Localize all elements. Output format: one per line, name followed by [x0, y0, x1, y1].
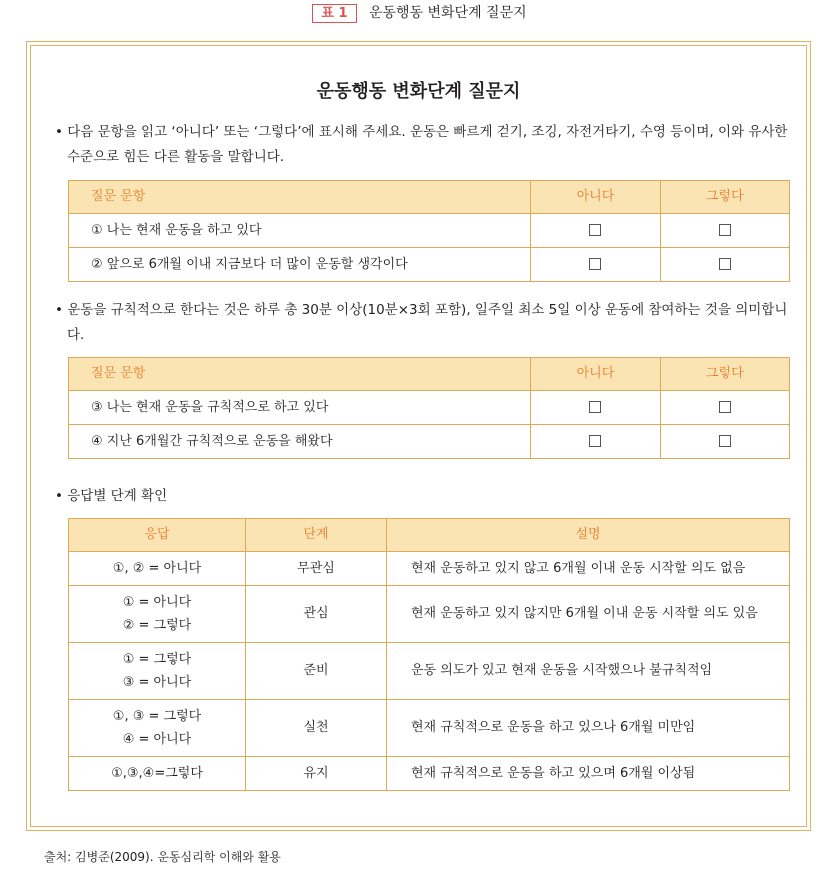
intro-paragraph-1: • 다음 문항을 읽고 ‘아니다’ 또는 ‘그렇다’에 표시해 주세요. 운동은 빠르게 걷기, 조깅, 자전거타기, 수영 등이며, 이와 유사한 수준으로 힘든 다른 활동을 말합니다. [55, 124, 788, 165]
table-row [69, 757, 790, 791]
table-number-tag: 표 1 [312, 4, 356, 23]
header-yes: 그렇다 [660, 181, 789, 214]
stage-cell: 유지 [246, 757, 387, 791]
header-description: 설명 [387, 519, 790, 552]
table-row [69, 586, 790, 643]
description-cell: 현재 규칙적으로 운동을 하고 있으나 6개월 미만임 [387, 700, 790, 757]
stage-cell: 실천 [246, 700, 387, 757]
table-row [69, 643, 790, 700]
q1-no-checkbox[interactable] [589, 224, 601, 236]
stage-cell: 준비 [246, 643, 387, 700]
q4-yes-checkbox[interactable] [719, 435, 731, 447]
response-cell: ①, ② = 아니다 [69, 552, 246, 586]
question-table-2 [68, 357, 790, 459]
table-header-row [69, 181, 790, 214]
intro-paragraph-3: • 응답별 단계 확인 [55, 488, 168, 504]
question-1: ① 나는 현재 운동을 하고 있다 [69, 214, 531, 248]
response-cell: ① = 아니다 ② = 그렇다 [69, 586, 246, 643]
header-response: 응답 [69, 519, 246, 552]
table-row [69, 248, 790, 282]
stage-cell: 무관심 [246, 552, 387, 586]
table-row [69, 425, 790, 459]
response-cell: ① = 그렇다 ③ = 아니다 [69, 643, 246, 700]
description-cell: 현재 운동하고 있지 않지만 6개월 이내 운동 시작할 의도 있음 [387, 586, 790, 643]
header-stage: 단계 [246, 519, 387, 552]
table-row [69, 214, 790, 248]
table-caption [0, 3, 839, 23]
stage-cell: 관심 [246, 586, 387, 643]
header-question: 질문 문항 [69, 358, 531, 391]
intro-paragraph-2: • 운동을 규칙적으로 한다는 것은 하루 총 30분 이상(10분×3회 포함), 일주일 최소 5일 이상 운동에 참여하는 것을 의미합니다. [55, 302, 788, 343]
questionnaire-title: 운동행동 변화단계 질문지 [316, 81, 521, 102]
table-header-row [69, 519, 790, 552]
q2-yes-checkbox[interactable] [719, 258, 731, 270]
table-row [69, 700, 790, 757]
questionnaire-frame [26, 41, 811, 831]
description-cell: 현재 규칙적으로 운동을 하고 있으며 6개월 이상됨 [387, 757, 790, 791]
header-question: 질문 문항 [69, 181, 531, 214]
response-cell: ①, ③ = 그렇다 ④ = 아니다 [69, 700, 246, 757]
q3-no-checkbox[interactable] [589, 401, 601, 413]
questionnaire-frame-inner [30, 45, 807, 827]
source-citation: 출처: 김병준(2009). 운동심리학 이해와 활용 [44, 850, 281, 864]
table-row [69, 391, 790, 425]
header-yes: 그렇다 [660, 358, 789, 391]
q1-yes-checkbox[interactable] [719, 224, 731, 236]
q4-no-checkbox[interactable] [589, 435, 601, 447]
question-3: ③ 나는 현재 운동을 규칙적으로 하고 있다 [69, 391, 531, 425]
caption-title: 운동행동 변화단계 질문지 [368, 5, 527, 21]
header-no: 아니다 [531, 181, 660, 214]
q2-no-checkbox[interactable] [589, 258, 601, 270]
question-table-1 [68, 180, 790, 282]
q3-yes-checkbox[interactable] [719, 401, 731, 413]
response-cell: ①,③,④=그렇다 [69, 757, 246, 791]
question-4: ④ 지난 6개월간 규칙적으로 운동을 해왔다 [69, 425, 531, 459]
table-header-row [69, 358, 790, 391]
question-2: ② 앞으로 6개월 이내 지금보다 더 많이 운동할 생각이다 [69, 248, 531, 282]
header-no: 아니다 [531, 358, 660, 391]
description-cell: 운동 의도가 있고 현재 운동을 시작했으나 불규칙적임 [387, 643, 790, 700]
stage-table [68, 518, 790, 791]
description-cell: 현재 운동하고 있지 않고 6개월 이내 운동 시작할 의도 없음 [387, 552, 790, 586]
table-row [69, 552, 790, 586]
